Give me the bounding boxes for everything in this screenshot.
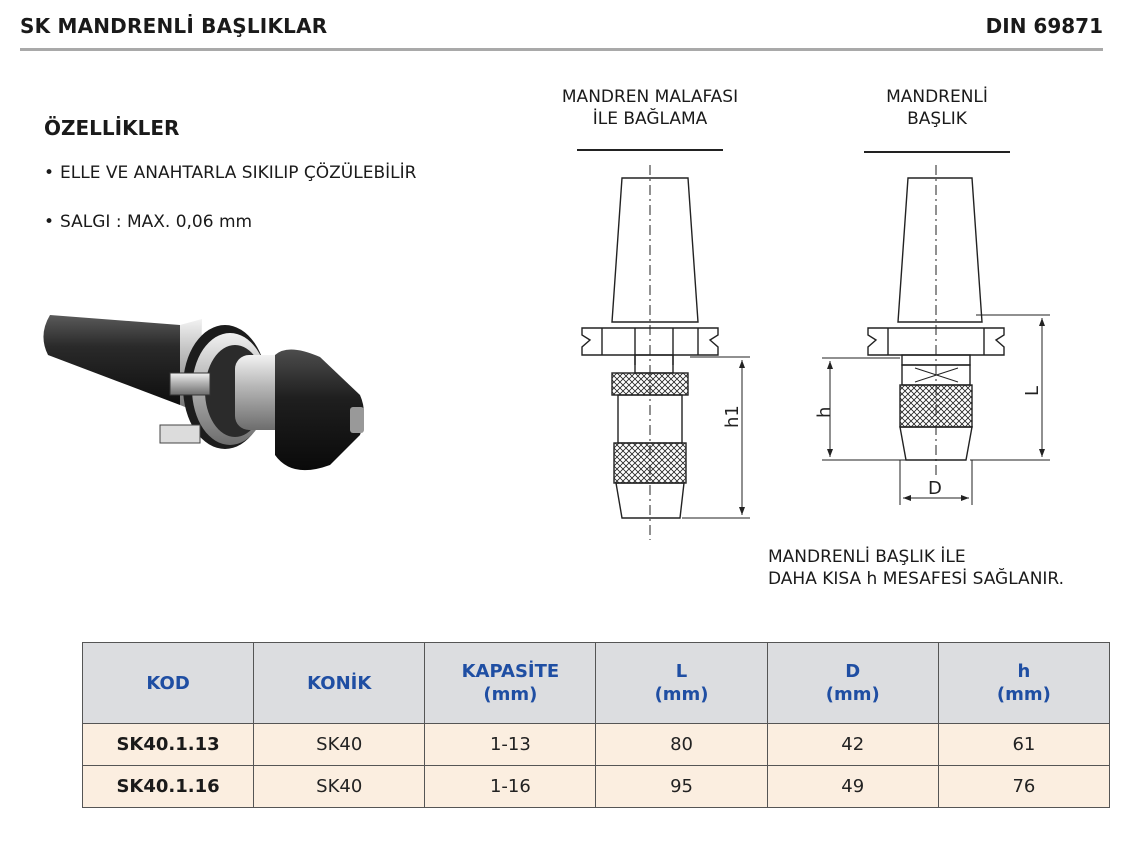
column-header: KAPASİTE (mm) bbox=[425, 643, 596, 724]
cell-kapasite: 1-16 bbox=[425, 766, 596, 808]
left-caption-line: İLE BAĞLAMA bbox=[592, 109, 708, 129]
dim-label-D: D bbox=[928, 478, 942, 499]
left-caption bbox=[548, 86, 752, 130]
feature-text: ELLE VE ANAHTARLA SIKILIP ÇÖZÜLEBİLİR bbox=[60, 163, 417, 183]
column-header: h (mm) bbox=[938, 643, 1109, 724]
dim-label-h: h bbox=[814, 406, 835, 418]
dim-label-h1: h1 bbox=[722, 405, 743, 428]
page-title: SK MANDRENLİ BAŞLIKLAR bbox=[20, 14, 328, 38]
cell-kod: SK40.1.16 bbox=[83, 766, 254, 808]
table-row bbox=[83, 766, 1110, 808]
table-row bbox=[83, 724, 1110, 766]
cell-h: 61 bbox=[938, 724, 1109, 766]
bullet-icon: • bbox=[44, 212, 55, 232]
column-header: D (mm) bbox=[767, 643, 938, 724]
right-drawing bbox=[822, 165, 1050, 505]
diagram-note bbox=[768, 546, 1064, 590]
cell-kod: SK40.1.13 bbox=[83, 724, 254, 766]
technical-drawing bbox=[560, 160, 1070, 550]
cell-h: 76 bbox=[938, 766, 1109, 808]
column-header: KONİK bbox=[254, 643, 425, 724]
note-line: DAHA KISA h MESAFESİ SAĞLANIR. bbox=[768, 569, 1065, 589]
features-title: ÖZELLİKLER bbox=[44, 116, 180, 140]
right-caption-line: BAŞLIK bbox=[907, 109, 967, 129]
cell-konik: SK40 bbox=[254, 766, 425, 808]
feature-item bbox=[44, 163, 416, 183]
feature-item bbox=[44, 212, 252, 232]
column-header: KOD bbox=[83, 643, 254, 724]
feature-text: SALGI : MAX. 0,06 mm bbox=[60, 212, 253, 232]
cell-D: 49 bbox=[767, 766, 938, 808]
spec-table bbox=[82, 642, 1110, 808]
left-drawing bbox=[582, 165, 750, 540]
dim-label-L: L bbox=[1022, 385, 1043, 396]
left-caption-line: MANDREN MALAFASI bbox=[561, 87, 739, 107]
cell-D: 42 bbox=[767, 724, 938, 766]
note-line: MANDRENLİ BAŞLIK İLE bbox=[768, 547, 966, 567]
column-header: L (mm) bbox=[596, 643, 767, 724]
right-caption-line: MANDRENLİ bbox=[886, 87, 988, 107]
cell-konik: SK40 bbox=[254, 724, 425, 766]
header-bar bbox=[20, 12, 1103, 51]
table-header-row bbox=[83, 643, 1110, 724]
cell-L: 80 bbox=[596, 724, 767, 766]
cell-L: 95 bbox=[596, 766, 767, 808]
product-photo bbox=[30, 295, 390, 525]
right-caption bbox=[852, 86, 1022, 130]
bullet-icon: • bbox=[44, 163, 55, 183]
right-caption-rule bbox=[864, 151, 1010, 153]
left-caption-rule bbox=[577, 149, 723, 151]
standard-label: DIN 69871 bbox=[985, 14, 1103, 38]
cell-kapasite: 1-13 bbox=[425, 724, 596, 766]
